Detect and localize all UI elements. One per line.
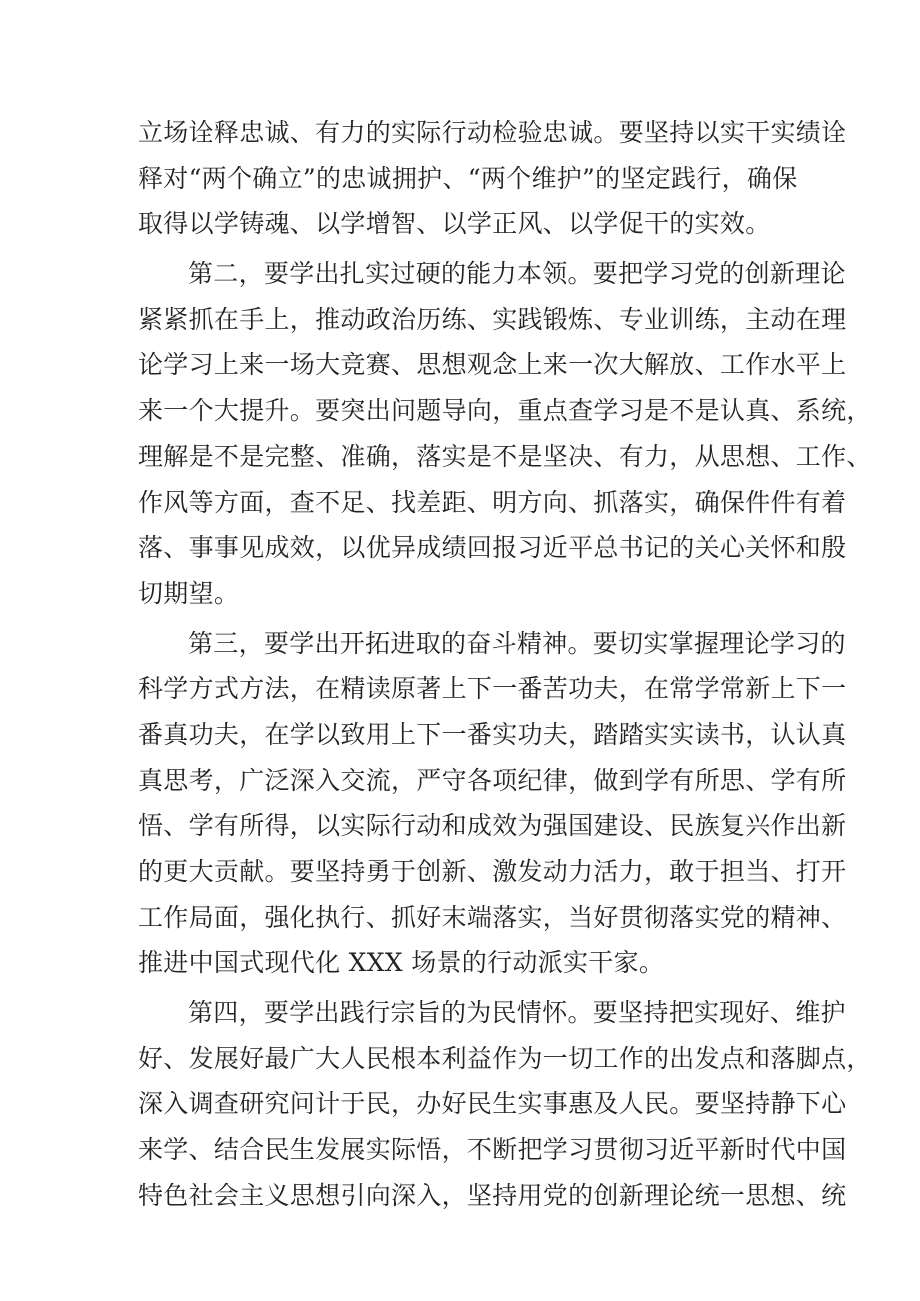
text-line: 立场诠释忠诚、有力的实际行动检验忠诚。要坚持以实干实绩诠 bbox=[138, 118, 847, 147]
text-line: 紧紧抓在手上，推动政治历练、实践锻炼、专业训练，主动在理 bbox=[138, 304, 847, 334]
text-line: 来学、结合民生发展实际悟，不断把学习贯彻习近平新时代中国 bbox=[138, 1135, 847, 1165]
text-line: 科学方式方法，在精读原著上下一番苦功夫，在常学常新上下一 bbox=[138, 674, 847, 704]
paragraph bbox=[138, 251, 872, 617]
paragraph bbox=[138, 621, 847, 987]
text-line: 论学习上来一场大竞赛、思想观念上来一次大解放、工作水平上 bbox=[138, 350, 847, 380]
text-line: 真思考，广泛深入交流，严守各项纪律，做到学有所思、学有所 bbox=[138, 765, 847, 795]
text-line: 第三，要学出开拓进取的奋斗精神。要切实掌握理论学习的 bbox=[188, 628, 846, 658]
text-line: 释对“两个确立”的忠诚拥护、“两个维护”的坚定践行，确保 bbox=[138, 163, 798, 193]
text-line: 取得以学铸魂、以学增智、以学正风、以学促干的实效。 bbox=[138, 209, 771, 239]
text-line: 切期望。 bbox=[138, 578, 240, 608]
text-line: 第二，要学出扎实过硬的能力本领。要把学习党的创新理论 bbox=[188, 259, 846, 289]
text-line: 落、事事见成效，以优异成绩回报习近平总书记的关心关怀和殷 bbox=[138, 533, 847, 563]
paragraph bbox=[138, 990, 872, 1218]
text-line: 工作局面，强化执行、抓好末端落实，当好贯彻落实党的精神、 bbox=[138, 902, 847, 932]
text-line: 特色社会主义思想引向深入，坚持用党的创新理论统一思想、统 bbox=[138, 1180, 847, 1210]
text-line: 第四，要学出践行宗旨的为民情怀。要坚持把实现好、维护 bbox=[188, 998, 846, 1028]
text-line: 来一个大提升。要突出问题导向，重点查学习是不是认真、系统， bbox=[138, 396, 872, 426]
text-line: 理解是不是完整、准确，落实是不是坚决、有力，从思想、工作、 bbox=[138, 441, 872, 471]
text-line: 作风等方面，查不足、找差距、明方向、抓落实，确保件件有着 bbox=[138, 487, 847, 517]
text-line: 悟、学有所得，以实际行动和成效为强国建设、民族复兴作出新 bbox=[138, 811, 847, 841]
text-line: 推进中国式现代化 XXX 场景的行动派实干家。 bbox=[138, 948, 665, 978]
text-line: 番真功夫，在学以致用上下一番实功夫，踏踏实实读书，认认真 bbox=[138, 719, 847, 749]
text-line: 的更大贡献。要坚持勇于创新、激发动力活力，敢于担当、打开 bbox=[138, 857, 847, 886]
document-body bbox=[138, 110, 872, 1219]
text-line: 深入调查研究问计于民，办好民生实事惠及人民。要坚持静下心 bbox=[138, 1089, 847, 1119]
paragraph bbox=[138, 110, 847, 247]
text-line: 好、发展好最广大人民根本利益作为一切工作的出发点和落脚点， bbox=[138, 1043, 872, 1073]
